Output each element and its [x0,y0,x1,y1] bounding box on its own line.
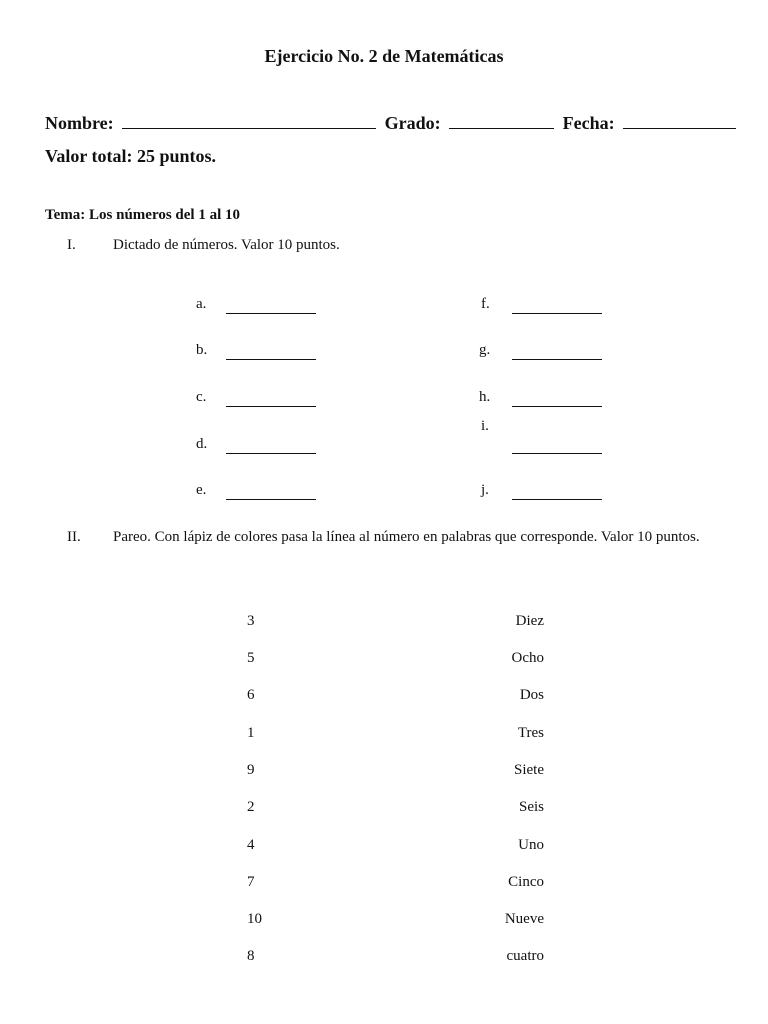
dictation-item-label: d. [196,436,208,452]
dictation-item-label: g. [479,342,491,358]
match-word: Nueve [504,911,544,927]
match-number: 8 [247,948,255,964]
match-number: 6 [247,687,255,703]
section-1-instructions: Dictado de números. Valor 10 puntos. [113,237,340,253]
match-number: 2 [247,799,255,815]
match-number: 5 [247,650,255,666]
topic-heading: Tema: Los números del 1 al 10 [45,207,241,223]
match-word: Seis [518,799,544,815]
nombre-blank[interactable] [122,112,376,129]
dictation-answer-line[interactable] [512,453,602,454]
match-number: 9 [247,762,255,778]
dictation-answer-line[interactable] [512,499,602,500]
dictation-answer-line[interactable] [512,359,602,360]
match-word: Dos [519,687,544,703]
dictation-item-label: h. [479,389,491,405]
match-word: Cinco [508,874,544,890]
match-word: Uno [518,837,544,853]
match-word: cuatro [506,948,544,964]
section-2-number: II. [67,529,81,545]
total-value: Valor total: 25 puntos. [45,146,217,166]
dictation-item-label: a. [196,296,207,312]
dictation-answer-line[interactable] [512,406,602,407]
match-number: 1 [247,725,255,741]
dictation-item-label: b. [196,342,208,358]
grado-blank[interactable] [449,112,554,129]
match-number: 7 [247,874,255,890]
dictation-item-label: j. [481,482,489,498]
match-word: Tres [517,725,544,741]
dictation-answer-line[interactable] [226,499,316,500]
dictation-answer-line[interactable] [512,313,602,314]
page-title: Ejercicio No. 2 de Matemáticas [264,46,504,66]
dictation-answer-line[interactable] [226,359,316,360]
dictation-answer-line[interactable] [226,406,316,407]
section-2-instructions: Pareo. Con lápiz de colores pasa la línea al número en palabras que corresponde. Valor 10 puntos. [113,529,700,545]
match-word: Diez [515,613,544,629]
nombre-label: Nombre: [45,113,114,133]
student-info-line [45,112,740,134]
dictation-item-label: c. [196,389,207,405]
dictation-item-label: e. [196,482,207,498]
match-number: 10 [247,911,262,927]
match-number: 3 [247,613,255,629]
match-word: Ocho [511,650,544,666]
dictation-answer-line[interactable] [226,313,316,314]
dictation-item-label: f. [481,296,490,312]
grado-label: Grado: [384,113,441,133]
fecha-label: Fecha: [562,113,615,133]
match-word: Siete [514,762,544,778]
dictation-answer-line[interactable] [226,453,316,454]
match-number: 4 [247,837,255,853]
fecha-blank[interactable] [623,112,736,129]
dictation-item-label: i. [481,418,489,434]
section-1-number: I. [67,237,76,253]
